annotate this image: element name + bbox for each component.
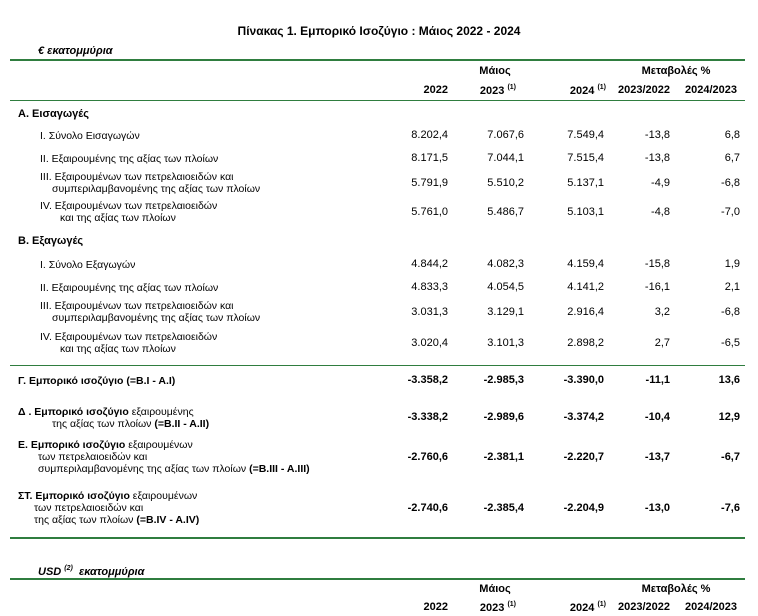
row-value: 7.515,4	[567, 152, 604, 164]
balance-label: Γ. Εμπορικό ισοζύγιο (=Β.Ι - Α.Ι)	[18, 375, 176, 387]
table-bottom-rule	[10, 537, 745, 539]
row-value: 6,8	[724, 129, 740, 141]
section-exports-title: Β. Εξαγωγές	[18, 235, 84, 247]
balance-value: -7,6	[721, 502, 740, 514]
row-value: 2,7	[654, 337, 670, 349]
balance-value: -2.740,6	[407, 502, 448, 514]
balance-label: ΣΤ. Εμπορικό ισοζύγιο εξαιρουμένων	[18, 490, 198, 502]
balance-value: -11,1	[645, 374, 670, 386]
row-value: 4.054,5	[487, 281, 524, 293]
header-col-chg-2: 2024/2023	[685, 84, 737, 96]
usd-header-col-2022: 2022	[423, 601, 448, 613]
usd-header-col-2023: 2023 $^{(1)}$	[479, 601, 516, 614]
row-value: 5.761,0	[411, 206, 448, 218]
row-value: -15,8	[644, 258, 670, 270]
section-imports-title: Α. Εισαγωγές	[18, 108, 89, 120]
row-value: 4.844,2	[411, 258, 448, 270]
row-label: I. Σύνολο Εισαγωγών	[40, 130, 140, 142]
usd-header-change: Μεταβολές %	[641, 583, 711, 595]
row-label: IV. Εξαιρουμένων των πετρελαιοειδών	[40, 331, 218, 343]
header-top-rule	[10, 59, 745, 61]
row-value: 5.103,1	[567, 206, 604, 218]
balance-value: -13,7	[644, 451, 670, 463]
row-value: 3.129,1	[487, 306, 524, 318]
balance-value: 13,6	[718, 374, 740, 386]
row-value: -4,8	[651, 206, 670, 218]
header-col-2024: 2024 $^{(1)}$	[569, 84, 606, 97]
balance-label-line2: των πετρελαιοειδών και	[34, 502, 144, 514]
balance-label-line3: συμπεριλαμβανομένης της αξίας των πλοίων (=Β.ΙΙΙ - Α.ΙΙΙ)	[38, 463, 310, 475]
row-label: I. Σύνολο Εξαγωγών	[40, 259, 136, 271]
row-value: 3.031,3	[411, 306, 448, 318]
row-value: -4,9	[651, 177, 670, 189]
balance-value: -2.760,6	[407, 451, 448, 463]
balance-value: -2.989,6	[483, 411, 524, 423]
row-value: 5.137,1	[567, 177, 604, 189]
header-col-chg-1: 2023/2022	[618, 84, 670, 96]
row-value: 8.171,5	[411, 152, 448, 164]
row-label: III. Εξαιρουμένων των πετρελαιοειδών και	[40, 171, 234, 183]
row-value: -13,8	[644, 152, 670, 164]
usd-header-col-2024: 2024 $^{(1)}$	[569, 601, 606, 614]
row-value: 2,1	[724, 281, 740, 293]
units-label-eur: € εκατομμύρια	[38, 45, 113, 57]
balance-label-line3: της αξίας των πλοίων (=Β.IV - A.IV)	[34, 514, 200, 526]
usd-header-col-chg-2: 2024/2023	[685, 601, 737, 613]
balance-value: -2.985,3	[483, 374, 524, 386]
balance-label-line2: των πετρελαιοειδών και	[38, 451, 148, 463]
row-label: III. Εξαιρουμένων των πετρελαιοειδών και	[40, 300, 234, 312]
row-label-line2: συμπεριλαμβανομένης της αξίας των πλοίων	[52, 312, 261, 324]
usd-header-col-chg-1: 2023/2022	[618, 601, 670, 613]
row-value: 2.898,2	[567, 337, 604, 349]
balance-value: -6,7	[721, 451, 740, 463]
header-change: Μεταβολές %	[641, 65, 711, 77]
row-value: 6,7	[724, 152, 740, 164]
balance-value: -2.385,4	[483, 502, 524, 514]
row-label: IV. Εξαιρουμένων των πετρελαιοειδών	[40, 200, 218, 212]
row-value: 5.510,2	[487, 177, 524, 189]
header-col-2022: 2022	[423, 84, 448, 96]
row-value: -6,8	[721, 177, 740, 189]
row-value: 5.486,7	[487, 206, 524, 218]
balance-value: -3.374,2	[563, 411, 604, 423]
row-label: II. Εξαιρουμένης της αξίας των πλοίων	[40, 153, 219, 165]
balance-value: 12,9	[718, 411, 740, 423]
row-label-line2: συμπεριλαμβανομένης της αξίας των πλοίων	[52, 183, 261, 195]
row-value: 7.549,4	[567, 129, 604, 141]
row-value: -13,8	[644, 129, 670, 141]
row-value: 7.067,6	[487, 129, 524, 141]
table-title: Πίνακας 1. Εμπορικό Ισοζύγιο : Μάιος 2022 - 2024	[237, 24, 521, 38]
row-value: 3.020,4	[411, 337, 448, 349]
usd-header-month: Μάιος	[479, 583, 511, 595]
header-col-2023: 2023 $^{(1)}$	[479, 84, 516, 97]
row-value: -16,1	[644, 281, 670, 293]
balance-value: -3.338,2	[407, 411, 448, 423]
balance-value: -10,4	[644, 411, 670, 423]
row-label-line2: και της αξίας των πλοίων	[60, 212, 176, 224]
row-value: 8.202,4	[411, 129, 448, 141]
row-value: -6,5	[721, 337, 740, 349]
row-value: 4.141,2	[567, 281, 604, 293]
balance-label-line2: της αξίας των πλοίων (=Β.ΙΙ - Α.ΙΙ)	[52, 418, 210, 430]
row-label: II. Εξαιρουμένης της αξίας των πλοίων	[40, 282, 219, 294]
balance-value: -2.220,7	[563, 451, 604, 463]
row-value: 3.101,3	[487, 337, 524, 349]
balance-value: -2.204,9	[563, 502, 604, 514]
row-value: 2.916,4	[567, 306, 604, 318]
row-value: 1,9	[724, 258, 740, 270]
row-value: 3,2	[654, 306, 670, 318]
balance-label: Δ . Εμπορικό ισοζύγιο εξαιρουμένης	[18, 406, 194, 418]
balance-value: -2.381,1	[483, 451, 524, 463]
row-value: 7.044,1	[487, 152, 524, 164]
balance-label: Ε. Εμπορικό ισοζύγιο εξαιρουμένων	[18, 439, 193, 451]
header-month: Μάιος	[479, 65, 511, 77]
header-bottom-rule	[10, 100, 745, 101]
units-label-usd: USD $^{(2)}$ εκατομμύρια	[38, 565, 145, 578]
balance-separator-rule	[10, 365, 745, 366]
row-label-line2: και της αξίας των πλοίων	[60, 343, 176, 355]
balance-value: -13,0	[644, 502, 670, 514]
row-value: 4.082,3	[487, 258, 524, 270]
row-value: 4.159,4	[567, 258, 604, 270]
usd-header-top-rule	[10, 578, 745, 580]
row-value: -7,0	[721, 206, 740, 218]
row-value: 4.833,3	[411, 281, 448, 293]
row-value: -6,8	[721, 306, 740, 318]
balance-value: -3.390,0	[563, 374, 604, 386]
row-value: 5.791,9	[411, 177, 448, 189]
balance-value: -3.358,2	[407, 374, 448, 386]
